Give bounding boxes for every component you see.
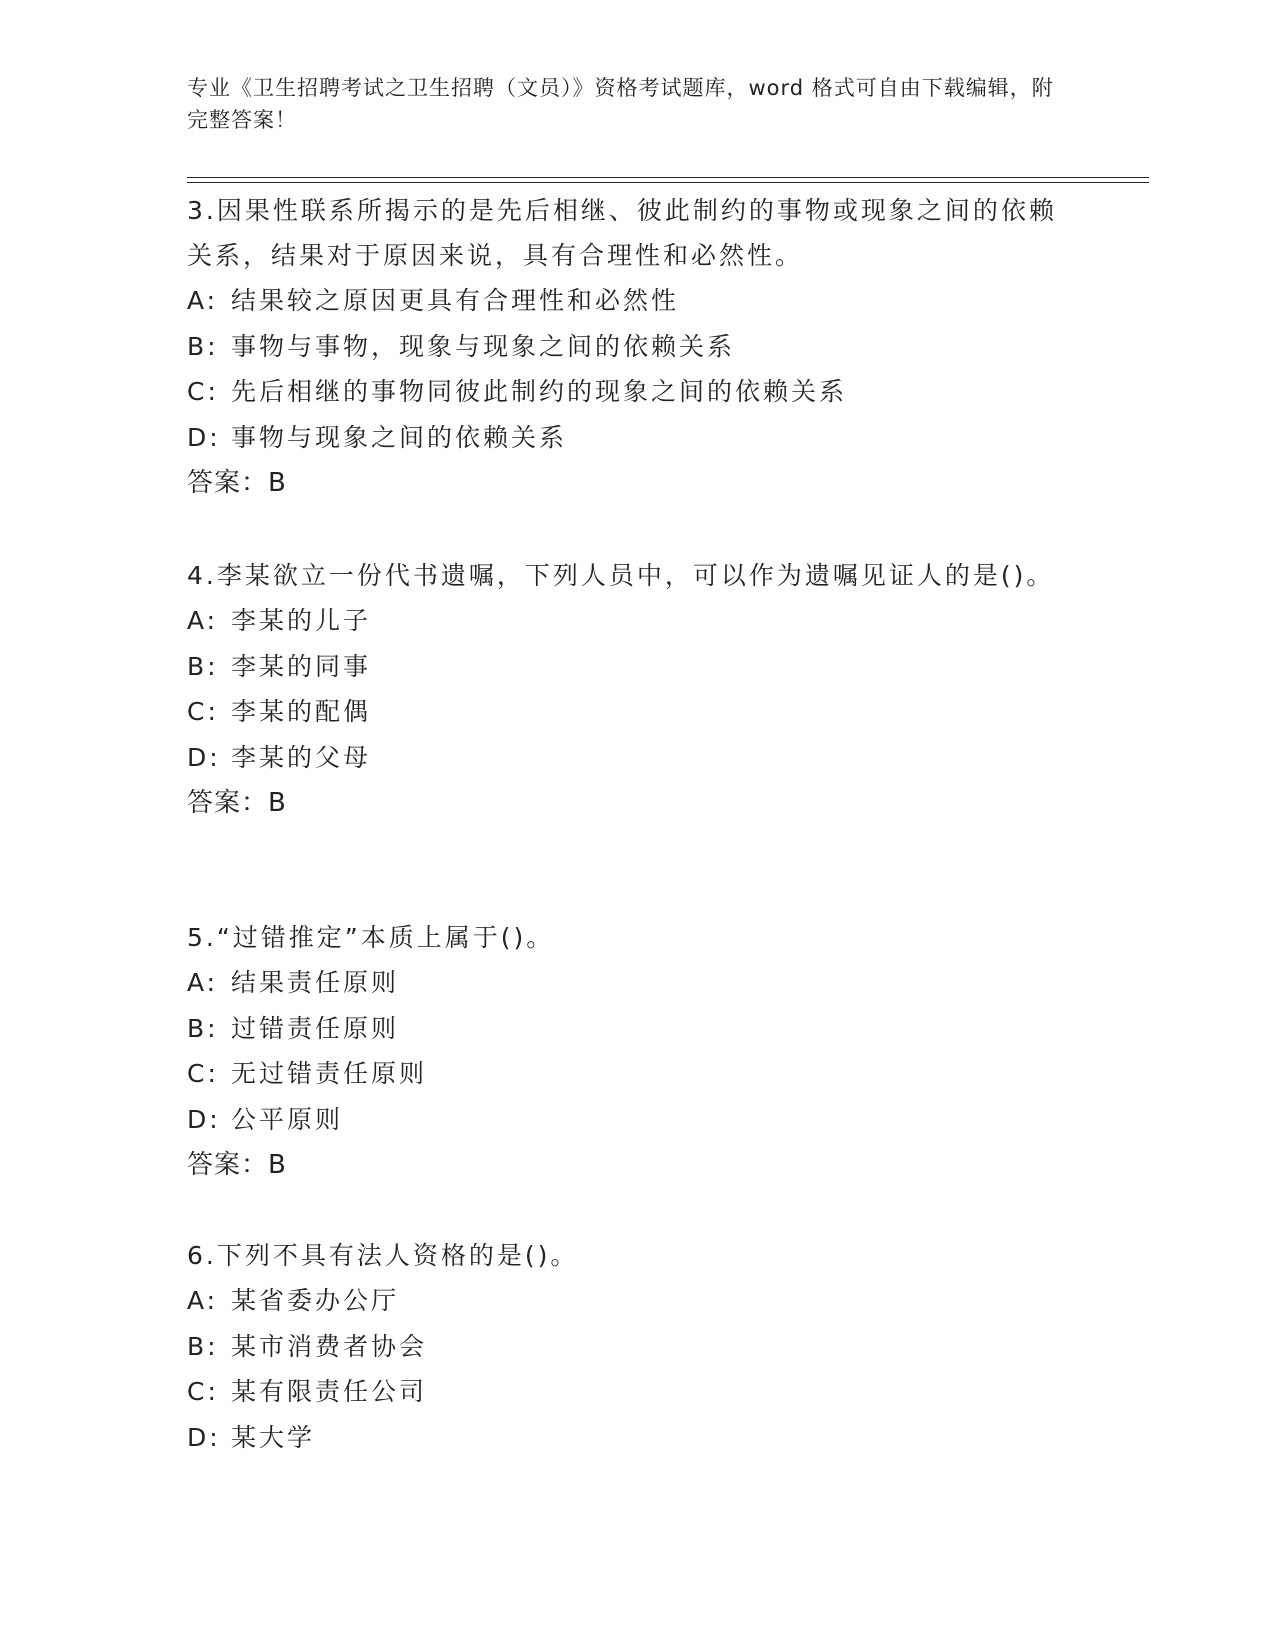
option-b bbox=[187, 644, 1067, 690]
option-a bbox=[187, 598, 1067, 644]
option-c bbox=[187, 1051, 1067, 1097]
document-header bbox=[187, 72, 1067, 136]
answer-line: 答案：B bbox=[187, 468, 287, 498]
option-text: 公平原则 bbox=[231, 1104, 344, 1134]
header-divider-bottom bbox=[187, 182, 1149, 183]
option-letter: B: bbox=[187, 1331, 219, 1361]
answer-line: 答案：B bbox=[187, 1150, 287, 1180]
option-text: 结果责任原则 bbox=[231, 968, 400, 997]
option-text: 无过错责任原则 bbox=[231, 1059, 428, 1088]
option-d bbox=[187, 735, 1067, 781]
option-c bbox=[187, 1369, 1067, 1415]
option-text: 结果较之原因更具有合理性和必然性 bbox=[231, 286, 680, 315]
option-b bbox=[187, 324, 1067, 370]
option-text: 李某的配偶 bbox=[231, 697, 372, 726]
option-letter: B: bbox=[187, 651, 219, 681]
option-text: 过错责任原则 bbox=[231, 1013, 400, 1043]
option-text: 某省委办公厅 bbox=[231, 1286, 400, 1315]
question-stem: 5.“过错推定”本质上属于()。 bbox=[187, 923, 555, 952]
question-4 bbox=[187, 553, 1067, 826]
option-b bbox=[187, 1324, 1067, 1370]
option-letter: C: bbox=[187, 1377, 219, 1406]
option-text: 李某的儿子 bbox=[231, 606, 372, 635]
option-letter: D: bbox=[187, 1104, 221, 1134]
option-letter: B: bbox=[187, 1013, 219, 1043]
option-a bbox=[187, 960, 1067, 1006]
option-letter: B: bbox=[187, 331, 219, 361]
header-divider-top bbox=[187, 177, 1149, 178]
option-b bbox=[187, 1006, 1067, 1052]
option-letter: D: bbox=[187, 422, 221, 452]
option-letter: C: bbox=[187, 1059, 219, 1088]
option-letter: C: bbox=[187, 377, 219, 406]
option-d bbox=[187, 415, 1067, 461]
option-c bbox=[187, 689, 1067, 735]
option-text: 某市消费者协会 bbox=[231, 1331, 428, 1361]
option-text: 李某的父母 bbox=[231, 742, 372, 772]
option-letter: D: bbox=[187, 1422, 221, 1452]
option-text: 李某的同事 bbox=[231, 651, 372, 681]
option-text: 某有限责任公司 bbox=[231, 1377, 428, 1406]
option-a bbox=[187, 278, 1067, 324]
option-text: 先后相继的事物同彼此制约的现象之间的依赖关系 bbox=[231, 377, 848, 406]
header-intro-text: 专业《卫生招聘考试之卫生招聘（文员）》资格考试题库，word 格式可自由下载编辑，附完整答案！ bbox=[187, 76, 1054, 132]
option-letter: A: bbox=[187, 606, 219, 635]
option-text: 某大学 bbox=[231, 1422, 316, 1452]
option-text: 事物与事物，现象与现象之间的依赖关系 bbox=[231, 331, 736, 361]
question-stem: 4.李某欲立一份代书遗嘱，下列人员中，可以作为遗嘱见证人的是()。 bbox=[187, 561, 1055, 590]
option-a bbox=[187, 1278, 1067, 1324]
option-c bbox=[187, 369, 1067, 415]
question-stem: 3.因果性联系所揭示的是先后相继、彼此制约的事物或现象之间的依赖关系，结果对于原因来说，具有合理性和必然性。 bbox=[187, 196, 1057, 270]
option-text: 事物与现象之间的依赖关系 bbox=[231, 422, 568, 452]
question-6 bbox=[187, 1233, 1067, 1460]
answer-line: 答案：B bbox=[187, 788, 287, 818]
question-3 bbox=[187, 188, 1067, 506]
option-letter: C: bbox=[187, 697, 219, 726]
question-5 bbox=[187, 915, 1067, 1188]
option-letter: A: bbox=[187, 1286, 219, 1315]
option-d bbox=[187, 1415, 1067, 1461]
option-letter: D: bbox=[187, 742, 221, 772]
option-d bbox=[187, 1097, 1067, 1143]
option-letter: A: bbox=[187, 286, 219, 315]
question-stem: 6.下列不具有法人资格的是()。 bbox=[187, 1241, 579, 1270]
option-letter: A: bbox=[187, 968, 219, 997]
